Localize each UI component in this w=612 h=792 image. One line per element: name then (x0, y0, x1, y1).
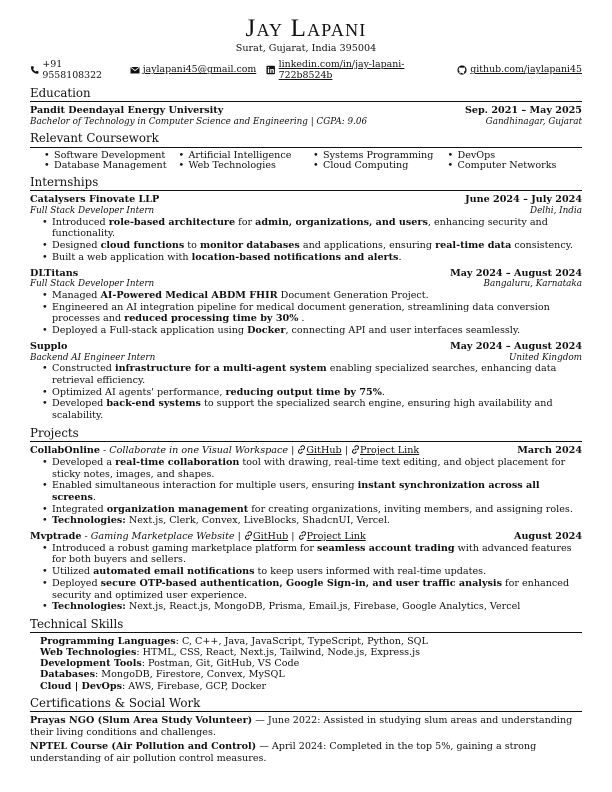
candidate-name: Jay Lapani (245, 15, 367, 42)
project-github-link[interactable]: GitHub (306, 445, 342, 457)
coursework-list (448, 151, 583, 171)
candidate-location: Surat, Gujarat, India 395004 (235, 43, 377, 54)
project-entry (30, 445, 582, 527)
internship-entry (30, 194, 582, 263)
coursework-item: • Artificial Intelligence (179, 151, 314, 161)
github-icon (457, 65, 467, 75)
email-icon (130, 65, 140, 75)
contact-bar (30, 59, 582, 82)
coursework-item: • DevOps (448, 151, 583, 161)
bullet-item: • Engineered an AI integration pipeline for medical document generation, streamlining data conversion processes and reduced processing time by 30% . (52, 302, 582, 325)
coursework-column (313, 151, 448, 171)
coursework-item: • Software Development (44, 151, 179, 161)
internship-role: Full Stack Developer Intern (30, 279, 155, 290)
internship-header (30, 268, 582, 280)
coursework-item: • Computer Networks (448, 161, 583, 171)
project-subtitle: Collaborate in one Visual Workspace (109, 445, 289, 457)
skill-row (40, 681, 582, 692)
bullet-item: • Integrated organization management for creating organizations, inviting members, and assigning roles. (52, 504, 582, 516)
phone-text: +91 9558108322 (42, 58, 103, 82)
coursework-item: • Database Management (44, 161, 179, 171)
school-name: Pandit Deendayal Energy University (30, 105, 224, 117)
internship-entry (30, 341, 582, 422)
bullet-item: • Built a web application with location-based notifications and alerts. (52, 252, 582, 264)
coursework-item: • Systems Programming (313, 151, 448, 161)
internship-role: Full Stack Developer Intern (30, 206, 155, 217)
internship-dates: June 2024 – July 2024 (465, 194, 582, 206)
bullet-item: • Utilized automated email notifications to keep users informed with real-time updates. (52, 566, 582, 578)
company-name: Catalysers Finovate LLP (30, 194, 160, 206)
company-name: DLTitans (30, 267, 79, 279)
email-contact[interactable] (130, 59, 257, 82)
project-header (30, 531, 582, 543)
skill-label: Databases (40, 669, 96, 681)
internship-header (30, 341, 582, 353)
coursework-item: • Cloud Computing (313, 161, 448, 171)
internship-place: Bangaluru, Karnataka (483, 279, 582, 290)
github-contact[interactable] (457, 59, 582, 82)
bullet-item: • Managed AI-Powered Medical ABDM FHIR Document Generation Project. (52, 290, 582, 302)
github-link[interactable]: github.com/jaylapani45 (470, 64, 582, 76)
internship-header (30, 194, 582, 206)
project-github-link[interactable]: GitHub (252, 531, 289, 543)
certification-list (30, 715, 582, 765)
internship-subheader (30, 279, 582, 290)
bullet-item: • Introduced a robust gaming marketplace platform for seamless account trading with advanced features for both buyers and sellers. (52, 543, 582, 566)
skill-value: : Postman, Git, GitHub, VS Code (141, 658, 300, 670)
skill-value: : HTML, CSS, React, Next.js, Tailwind, Node.js, Express.js (136, 647, 420, 659)
link-icon (244, 531, 253, 540)
company-name: Supplo (30, 340, 68, 352)
bullet-item: • Enabled simultaneous interaction for multiple users, ensuring instant synchronization across all screens. (52, 480, 582, 503)
bullet-item: • Technologies: Next.js, Clerk, Convex, LiveBlocks, ShadcnUI, Vercel. (52, 515, 582, 527)
project-title-line: Mvptrade - Gaming Marketplace Website | GitHub | Project Link (30, 531, 366, 543)
project-name: CollabOnline (30, 445, 100, 457)
certification-title: NPTEL Course (Air Pollution and Control) (30, 741, 257, 753)
bullet-item: • Developed a real-time collaboration tool with drawing, real-time text editing, and object placement for sticky notes, images, and shapes. (52, 457, 582, 480)
degree-line: Bachelor of Technology in Computer Science and Engineering | CGPA: 9.06 (30, 116, 368, 127)
internship-dates: May 2024 – August 2024 (450, 340, 582, 352)
coursework-grid (44, 151, 582, 171)
coursework-column (179, 151, 314, 171)
coursework-column (44, 151, 179, 171)
project-name: Mvptrade (30, 531, 82, 543)
bullet-list (52, 290, 582, 337)
project-live-link[interactable]: Project Link (360, 445, 420, 457)
bullet-item: • Optimized AI agents' performance, reducing output time by 75%. (52, 387, 582, 399)
skill-value: : MongoDB, Firestore, Convex, MySQL (95, 669, 285, 681)
internship-place: United Kingdom (508, 352, 582, 363)
project-list (30, 445, 582, 613)
certification-item (30, 741, 582, 764)
phone-icon (30, 65, 39, 75)
linkedin-contact[interactable] (266, 59, 447, 82)
skill-label: Development Tools (40, 658, 142, 670)
internships-section (30, 175, 582, 422)
project-title-line: CollabOnline - Collaborate in one Visual Workspace | GitHub | Project Link (30, 445, 420, 457)
skill-row (40, 636, 582, 647)
skill-label: Web Technologies (40, 647, 137, 659)
certifications-heading: Certifications & Social Work (30, 696, 582, 712)
skills-list (40, 636, 582, 691)
coursework-list (313, 151, 448, 171)
certifications-section (30, 696, 582, 765)
coursework-item: • Web Technologies (179, 161, 314, 171)
coursework-column (448, 151, 583, 171)
projects-section (30, 426, 582, 613)
bullet-list (52, 457, 582, 527)
skill-row (40, 658, 582, 669)
skills-section (30, 617, 582, 692)
skill-label: Cloud | DevOps (40, 680, 122, 692)
skills-heading: Technical Skills (30, 617, 582, 633)
bullet-item: • Developed back-end systems to support the specialized search engine, ensuring high availability and scalability. (52, 398, 582, 421)
coursework-section (30, 131, 582, 171)
bullet-list (52, 543, 582, 613)
projects-heading: Projects (30, 426, 582, 442)
internship-subheader (30, 353, 582, 364)
certification-text: — June 2022: Assisted in studying slum areas and understanding their living conditions and challenges. (30, 714, 573, 738)
skill-value: : AWS, Firebase, GCP, Docker (122, 680, 267, 692)
coursework-list (44, 151, 179, 171)
internship-subheader (30, 206, 582, 217)
linkedin-icon (266, 65, 275, 75)
email-link[interactable]: jaylapani45@gmail.com (142, 64, 257, 76)
internship-dates: May 2024 – August 2024 (450, 267, 582, 279)
bullet-item: • Constructed infrastructure for a multi-agent system enabling specialized searches, enhancing data retrieval efficiency. (52, 363, 582, 386)
phone-contact[interactable] (30, 59, 120, 82)
bullet-item: • Technologies: Next.js, React.js, MongoDB, Prisma, Email.js, Firebase, Google Analytics, Vercel (52, 601, 582, 613)
coursework-list (179, 151, 314, 171)
project-subtitle: Gaming Marketplace Website (90, 531, 235, 543)
education-dates: Sep. 2021 – May 2025 (464, 105, 582, 117)
internship-list (30, 194, 582, 421)
education-heading: Education (30, 86, 582, 102)
project-entry (30, 531, 582, 613)
internship-role: Backend AI Engineer Intern (30, 352, 156, 363)
project-live-link[interactable]: Project Link (306, 531, 366, 543)
certification-text: — April 2024: Completed in the top 5%, gaining a strong understanding of air pollution control measures. (30, 741, 537, 765)
education-place: Gandhinagar, Gujarat (485, 116, 582, 127)
skill-row (40, 647, 582, 658)
project-date: August 2024 (514, 531, 582, 543)
bullet-item: • Designed cloud functions to monitor databases and applications, ensuring real-time data consistency. (52, 240, 582, 252)
internships-heading: Internships (30, 175, 582, 191)
project-date: March 2024 (517, 445, 582, 457)
link-icon (298, 531, 307, 540)
internship-entry (30, 268, 582, 337)
skill-label: Programming Languages (40, 636, 176, 648)
coursework-heading: Relevant Coursework (30, 131, 582, 147)
link-icon (351, 445, 360, 454)
bullet-list (52, 217, 582, 264)
bullet-item: • Deployed a Full-stack application using Docker, connecting API and user interfaces seamlessly. (52, 325, 582, 337)
project-header (30, 445, 582, 457)
linkedin-link[interactable]: linkedin.com/in/jay-lapani-722b8524b (278, 58, 405, 82)
skill-value: : C, C++, Java, JavaScript, TypeScript, Python, SQL (175, 636, 428, 648)
bullet-item: • Deployed secure OTP-based authentication, Google Sign-in, and user traffic analysis for enhanced security and optimized user experience. (52, 578, 582, 601)
bullet-item: • Introduced role-based architecture for admin, organizations, and users, enhancing security and functionality. (52, 217, 582, 240)
skill-row (40, 669, 582, 680)
education-section (30, 86, 582, 128)
certification-item (30, 715, 582, 738)
bullet-list (52, 363, 582, 422)
internship-place: Delhi, India (530, 206, 582, 217)
certification-title: Prayas NGO (Slum Area Study Volunteer) (30, 714, 253, 726)
